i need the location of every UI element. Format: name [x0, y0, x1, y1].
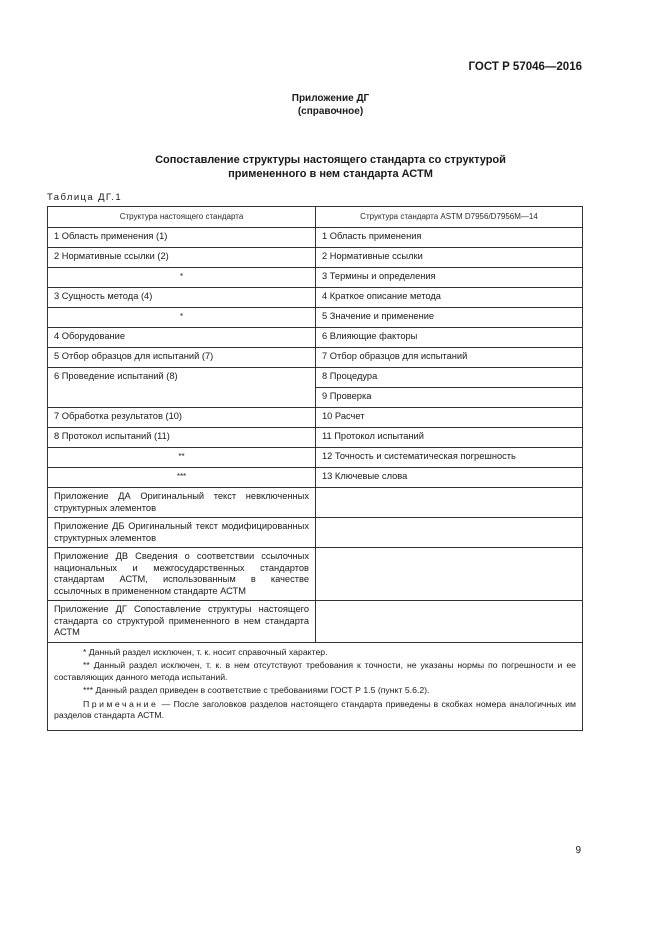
table-row — [48, 268, 583, 288]
heading-line-2: примененного в нем стандарта АСТМ — [228, 168, 433, 180]
table-row — [48, 518, 583, 548]
cell-this-standard: 6 Проведение испытаний (8) — [48, 368, 316, 408]
cell-astm — [316, 601, 583, 643]
cell-astm: 9 Проверка — [316, 388, 583, 408]
cell-this-standard: 1 Область применения (1) — [48, 228, 316, 248]
cell-this-standard: Приложение ДА Оригинальный текст невключенных структурных элементов — [48, 488, 316, 518]
table-row — [48, 548, 583, 601]
appendix-name: Приложение ДГ — [291, 93, 370, 104]
cell-this-standard: ** — [48, 448, 316, 468]
cell-this-standard: * — [48, 308, 316, 328]
cell-this-standard: 5 Отбор образцов для испытаний (7) — [48, 348, 316, 368]
table-row — [48, 328, 583, 348]
footnote-2: ** Данный раздел исключен, т. к. в нем отсутствуют требования к точности, не указаны нормы по погрешности и ее составляющих данного метода испытаний. — [54, 660, 576, 682]
table-header-row — [48, 207, 583, 228]
table-label: Таблица ДГ.1 — [47, 192, 123, 203]
appendix-title — [0, 92, 661, 118]
table-row — [48, 408, 583, 428]
table-notes-row — [48, 642, 583, 730]
document-code: ГОСТ Р 57046—2016 — [468, 61, 582, 73]
cell-astm: 12 Точность и систематическая погрешность — [316, 448, 583, 468]
column-header-this-standard: Структура настоящего стандарта — [48, 207, 316, 228]
cell-this-standard: 3 Сущность метода (4) — [48, 288, 316, 308]
cell-this-standard: 8 Протокол испытаний (11) — [48, 428, 316, 448]
cell-this-standard: Приложение ДВ Сведения о соответствии ссылочных национальных и межгосударственных стандартов стандартам АСТМ, использованным в качестве ссылочных в примененном стандарте АСТМ — [48, 548, 316, 601]
table-row — [48, 228, 583, 248]
table-row — [48, 248, 583, 268]
comparison-table — [47, 206, 583, 731]
heading-line-1: Сопоставление структуры настоящего стандарта со структурой — [155, 154, 506, 166]
appendix-type: (справочное) — [297, 106, 364, 117]
footnote-1: * Данный раздел исключен, т. к. носит справочный характер. — [83, 646, 328, 657]
table-row — [48, 428, 583, 448]
page-number: 9 — [575, 845, 581, 856]
table-row — [48, 288, 583, 308]
cell-astm: 10 Расчет — [316, 408, 583, 428]
cell-this-standard: 4 Оборудование — [48, 328, 316, 348]
cell-astm — [316, 518, 583, 548]
table-row — [48, 601, 583, 643]
cell-astm: 5 Значение и применение — [316, 308, 583, 328]
cell-this-standard: * — [48, 268, 316, 288]
table-row — [48, 448, 583, 468]
cell-astm: 2 Нормативные ссылки — [316, 248, 583, 268]
table-row — [48, 468, 583, 488]
footnote-3: *** Данный раздел приведен в соответствие с требованиями ГОСТ Р 1.5 (пункт 5.6.2). — [83, 685, 430, 695]
cell-astm: 6 Влияющие факторы — [316, 328, 583, 348]
cell-astm: 7 Отбор образцов для испытаний — [316, 348, 583, 368]
cell-astm: 3 Термины и определения — [316, 268, 583, 288]
cell-astm — [316, 548, 583, 601]
remark-text: — После заголовков разделов настоящего стандарта приведены в скобках номера аналогичных им разделов стандарта АСТМ. — [54, 698, 576, 720]
cell-astm — [316, 488, 583, 518]
cell-this-standard: Приложение ДГ Сопоставление структуры настоящего стандарта со структурой примененного в нем стандарта АСТМ — [48, 601, 316, 643]
column-header-astm-standard: Структура стандарта ASTM D7956/D7956M—14 — [316, 207, 583, 228]
cell-this-standard: 7 Обработка результатов (10) — [48, 408, 316, 428]
cell-astm: 4 Краткое описание метода — [316, 288, 583, 308]
table-row — [48, 488, 583, 518]
table-notes — [48, 642, 583, 730]
table-row — [48, 308, 583, 328]
table-remark — [54, 699, 576, 722]
table-row — [48, 368, 583, 388]
cell-astm: 1 Область применения — [316, 228, 583, 248]
cell-astm: 8 Процедура — [316, 368, 583, 388]
remark-label: Примечание — [83, 698, 159, 709]
cell-astm: 11 Протокол испытаний — [316, 428, 583, 448]
cell-this-standard: *** — [48, 468, 316, 488]
section-heading — [0, 153, 661, 181]
cell-astm: 13 Ключевые слова — [316, 468, 583, 488]
cell-this-standard: Приложение ДБ Оригинальный текст модифицированных структурных элементов — [48, 518, 316, 548]
table-row — [48, 348, 583, 368]
cell-this-standard: 2 Нормативные ссылки (2) — [48, 248, 316, 268]
